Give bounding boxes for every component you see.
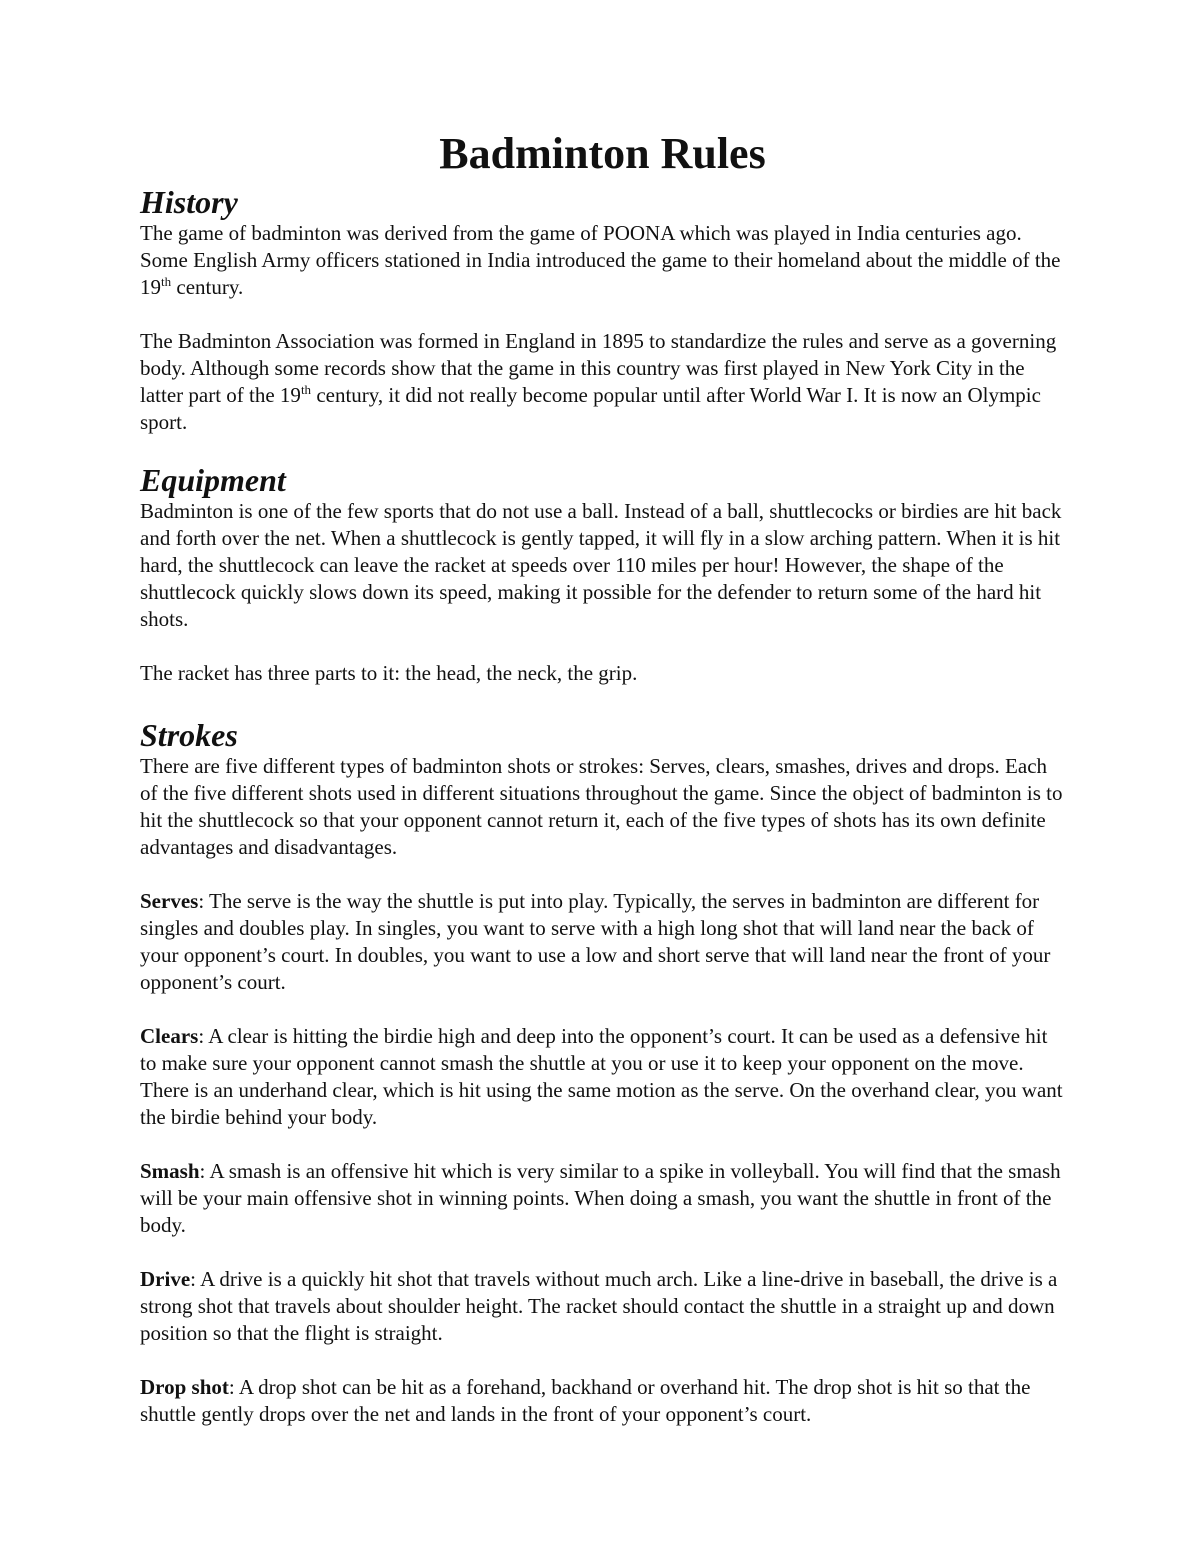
paragraph-spacer [140, 1239, 1065, 1266]
paragraph-spacer [140, 633, 1065, 660]
document-page [140, 128, 1065, 1428]
history-paragraph-2 [140, 328, 1065, 436]
section-heading-strokes: Strokes [140, 717, 238, 753]
drop-shot-term: Drop shot [140, 1375, 229, 1399]
strokes-intro-paragraph: There are five different types of badminton shots or strokes: Serves, clears, smashes, drives and drops. Each of the five different shots used in different situations throughout the game. Since the object of badminton is to hit the shuttlecock so that your opponent cannot return it, each of the five types of shots has its own definite advantages and disadvantages. [140, 754, 1063, 859]
equipment-paragraph-1: Badminton is one of the few sports that do not use a ball. Instead of a ball, shuttlecocks or birdies are hit back and forth over the net. When a shuttlecock is gently tapped, it will fly in a slow arching pattern. When it is hit hard, the shuttlecock can leave the racket at speeds over 110 miles per hour! However, the shape of the shuttlecock quickly slows down its speed, making it possible for the defender to return some of the hard hit shots. [140, 499, 1062, 631]
drive-paragraph [140, 1266, 1065, 1347]
section-spacer [140, 436, 1065, 462]
superscript-th: th [161, 274, 172, 289]
history-p2-text-end: century, it did not really become popular until after World War I. It is now an Olympic sport. [140, 383, 1041, 434]
section-heading-equipment: Equipment [140, 462, 286, 498]
history-p1-text: The game of badminton was derived from the game of POONA which was played in India centuries ago. Some English Army officers stationed in India introduced the game to their homeland about the middle of the 19 [140, 221, 1061, 299]
drive-term: Drive [140, 1267, 191, 1291]
paragraph-spacer [140, 1131, 1065, 1158]
history-paragraph-1 [140, 220, 1065, 301]
serves-paragraph [140, 888, 1065, 996]
clears-text: : A clear is hitting the birdie high and deep into the opponent’s court. It can be used as a defensive hit to make sure your opponent cannot smash the shuttle at you or use it to keep your opponent on the move. There is an underhand clear, which is hit using the same motion as the serve. On the overhand clear, you want the birdie behind your body. [140, 1024, 1063, 1129]
serves-term: Serves [140, 889, 199, 913]
section-spacer [140, 687, 1065, 717]
superscript-th: th [300, 382, 312, 397]
clears-term: Clears [140, 1024, 199, 1048]
smash-paragraph [140, 1158, 1065, 1239]
paragraph-spacer [140, 996, 1065, 1023]
document-title: Badminton Rules [439, 129, 766, 178]
history-p1-text-end: century. [171, 275, 244, 299]
clears-paragraph [140, 1023, 1065, 1131]
paragraph-spacer [140, 301, 1065, 328]
drop-shot-paragraph [140, 1374, 1065, 1428]
history-p2-text: The Badminton Association was formed in England in 1895 to standardize the rules and serve as a governing body. Although some records show that the game in this country was first played in New York City in the latter part of the 19 [140, 329, 1057, 407]
smash-text: : A smash is an offensive hit which is very similar to a spike in volleyball. You will find that the smash will be your main offensive shot in winning points. When doing a smash, you want the shuttle in front of the body. [140, 1159, 1061, 1237]
equipment-paragraph-2: The racket has three parts to it: the head, the neck, the grip. [140, 661, 638, 685]
paragraph-spacer [140, 861, 1065, 888]
smash-term: Smash [140, 1159, 200, 1183]
section-heading-history: History [140, 184, 238, 220]
drop-shot-text: : A drop shot can be hit as a forehand, backhand or overhand hit. The drop shot is hit so that the shuttle gently drops over the net and lands in the front of your opponent’s court. [140, 1375, 1031, 1426]
serves-text: : The serve is the way the shuttle is put into play. Typically, the serves in badminton are different for singles and doubles play. In singles, you want to serve with a high long shot that will land near the back of your opponent’s court. In doubles, you want to use a low and short serve that will land near the front of your opponent’s court. [140, 889, 1051, 994]
drive-text: : A drive is a quickly hit shot that travels without much arch. Like a line-drive in baseball, the drive is a strong shot that travels about shoulder height. The racket should contact the shuttle in a straight up and down position so that the flight is straight. [140, 1267, 1058, 1345]
paragraph-spacer [140, 1347, 1065, 1374]
